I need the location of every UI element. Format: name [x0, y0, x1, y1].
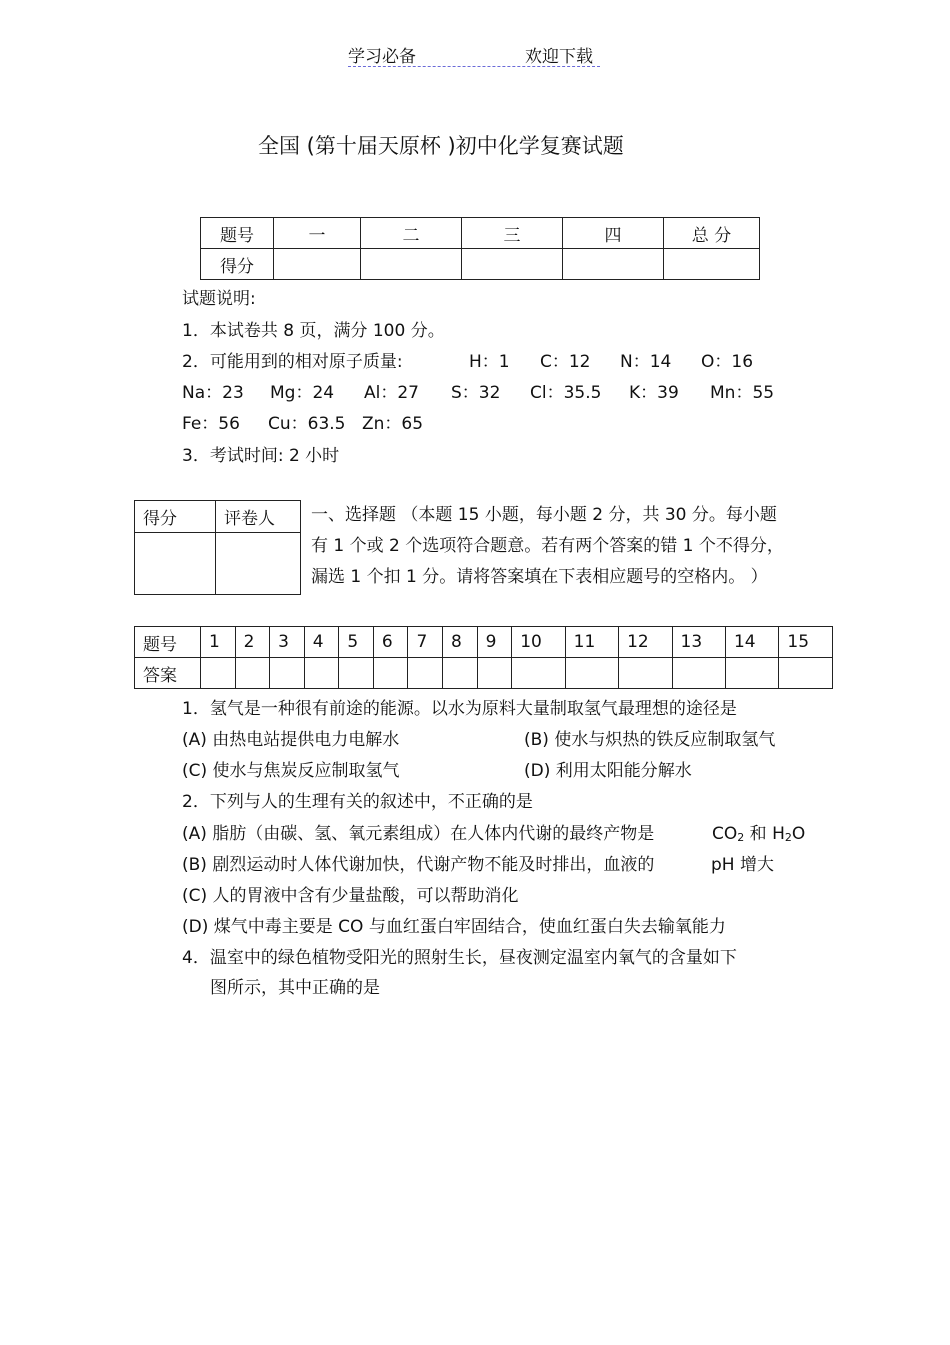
question-number: 3 [270, 627, 305, 658]
q2-option-a-formula [712, 824, 805, 848]
atomic-mass: Na：23 [182, 383, 244, 403]
grader-score-cell[interactable] [135, 533, 216, 595]
question-number: 7 [408, 627, 443, 658]
score-cell[interactable] [462, 249, 563, 280]
q1-option-d: (D) 利用太阳能分解水 [524, 761, 692, 781]
atomic-mass: Cu：63.5 [268, 414, 346, 434]
answer-cell[interactable] [779, 658, 833, 689]
score-cell[interactable] [563, 249, 664, 280]
atomic-mass: Cl：35.5 [530, 383, 602, 403]
score-header-cell: 题号 [201, 218, 274, 249]
grader-name-label: 评卷人 [216, 501, 301, 533]
question-number: 4 [304, 627, 339, 658]
answer-cell[interactable] [408, 658, 443, 689]
score-header-cell: 四 [563, 218, 664, 249]
answer-cell[interactable] [235, 658, 270, 689]
grader-score-label: 得分 [135, 501, 216, 533]
q2-option-c: (C) 人的胃液中含有少量盐酸，可以帮助消化 [182, 886, 519, 906]
grader-header-row [135, 501, 301, 533]
question-number: 13 [672, 627, 725, 658]
atomic-mass: H：1 [469, 352, 510, 372]
formula-subscript: 2 [737, 831, 745, 844]
answer-cell[interactable] [672, 658, 725, 689]
answer-cell[interactable] [339, 658, 374, 689]
grader-value-row [135, 533, 301, 595]
atomic-mass: N：14 [620, 352, 672, 372]
score-table-header-row [201, 218, 760, 249]
q4-stem-line2: 图所示，其中正确的是 [210, 978, 380, 998]
score-header-cell: 总 分 [664, 218, 760, 249]
note-2-label: 2．可能用到的相对原子质量: [182, 352, 403, 372]
atomic-mass: S：32 [451, 383, 501, 403]
q1-option-c: (C) 使水与焦炭反应制取氢气 [182, 761, 400, 781]
atomic-mass: O：16 [701, 352, 754, 372]
notes-heading: 试题说明: [182, 289, 256, 309]
answer-cell[interactable] [725, 658, 778, 689]
answer-cell[interactable] [270, 658, 305, 689]
formula-text: CO [712, 824, 738, 844]
atomic-mass: Mn：55 [710, 383, 775, 403]
question-number: 6 [373, 627, 408, 658]
score-cell[interactable] [664, 249, 760, 280]
formula-subscript: 2 [784, 831, 792, 844]
q1-option-b: (B) 使水与炽热的铁反应制取氢气 [524, 730, 776, 750]
score-header-cell: 三 [462, 218, 563, 249]
answer-input-row [135, 658, 833, 689]
answer-cell[interactable] [565, 658, 618, 689]
header-right: 欢迎下载 [525, 47, 593, 67]
grader-name-cell[interactable] [216, 533, 301, 595]
atomic-mass: C：12 [540, 352, 591, 372]
answer-row-label: 题号 [135, 627, 201, 658]
section1-line: 一、选择题 （本题 15 小题，每小题 2 分，共 30 分。每小题 [311, 505, 777, 525]
q2-option-a: (A) 脂肪（由碳、氢、氧元素组成）在人体内代谢的最终产物是 [182, 824, 655, 844]
atomic-mass: Zn：65 [362, 414, 424, 434]
q2-option-d: (D) 煤气中毒主要是 CO 与血红蛋白牢固结合，使血红蛋白失去输氧能力 [182, 917, 726, 937]
answer-row-label: 答案 [135, 658, 201, 689]
score-row-label: 得分 [201, 249, 274, 280]
atomic-mass: Mg：24 [270, 383, 335, 403]
score-cell[interactable] [361, 249, 462, 280]
page-header [348, 42, 600, 67]
section1-line: 漏选 1 个扣 1 分。请将答案填在下表相应题号的空格内。 ） [311, 567, 768, 587]
question-number: 5 [339, 627, 374, 658]
atomic-mass: Fe：56 [182, 414, 240, 434]
note-1: 1．本试卷共 8 页，满分 100 分。 [182, 321, 445, 341]
q2-option-b-tail: pH 增大 [711, 855, 774, 875]
question-number: 11 [565, 627, 618, 658]
question-number: 1 [201, 627, 236, 658]
score-header-cell: 一 [274, 218, 361, 249]
question-number: 2 [235, 627, 270, 658]
answer-cell[interactable] [619, 658, 672, 689]
answer-cell[interactable] [477, 658, 512, 689]
question-number: 8 [443, 627, 478, 658]
atomic-mass: K：39 [629, 383, 679, 403]
question-number: 10 [512, 627, 565, 658]
question-number: 14 [725, 627, 778, 658]
answer-table [134, 626, 833, 689]
score-header-cell: 二 [361, 218, 462, 249]
note-3: 3．考试时间: 2 小时 [182, 446, 340, 466]
header-left: 学习必备 [348, 47, 416, 67]
formula-text: O [791, 824, 806, 844]
score-table-value-row [201, 249, 760, 280]
formula-text: 和 H [744, 824, 785, 844]
question-number: 15 [779, 627, 833, 658]
score-table [200, 217, 760, 280]
section1-line: 有 1 个或 2 个选项符合题意。若有两个答案的错 1 个不得分， [311, 536, 784, 556]
q1-option-a: (A) 由热电站提供电力电解水 [182, 730, 400, 750]
q4-stem-line1: 4．温室中的绿色植物受阳光的照射生长，昼夜测定温室内氧气的含量如下 [182, 948, 737, 968]
grader-table [134, 500, 301, 595]
question-number: 9 [477, 627, 512, 658]
answer-cell[interactable] [304, 658, 339, 689]
answer-cell[interactable] [201, 658, 236, 689]
q2-option-b: (B) 剧烈运动时人体代谢加快，代谢产物不能及时排出，血液的 [182, 855, 655, 875]
answer-number-row [135, 627, 833, 658]
answer-cell[interactable] [373, 658, 408, 689]
atomic-mass: Al：27 [364, 383, 419, 403]
score-cell[interactable] [274, 249, 361, 280]
q1-stem: 1．氢气是一种很有前途的能源。以水为原料大量制取氢气最理想的途径是 [182, 699, 737, 719]
exam-title: 全国 (第十届天原杯 )初中化学复赛试题 [258, 134, 624, 158]
answer-cell[interactable] [512, 658, 565, 689]
q2-stem: 2．下列与人的生理有关的叙述中，不正确的是 [182, 792, 533, 812]
answer-cell[interactable] [443, 658, 478, 689]
question-number: 12 [619, 627, 672, 658]
